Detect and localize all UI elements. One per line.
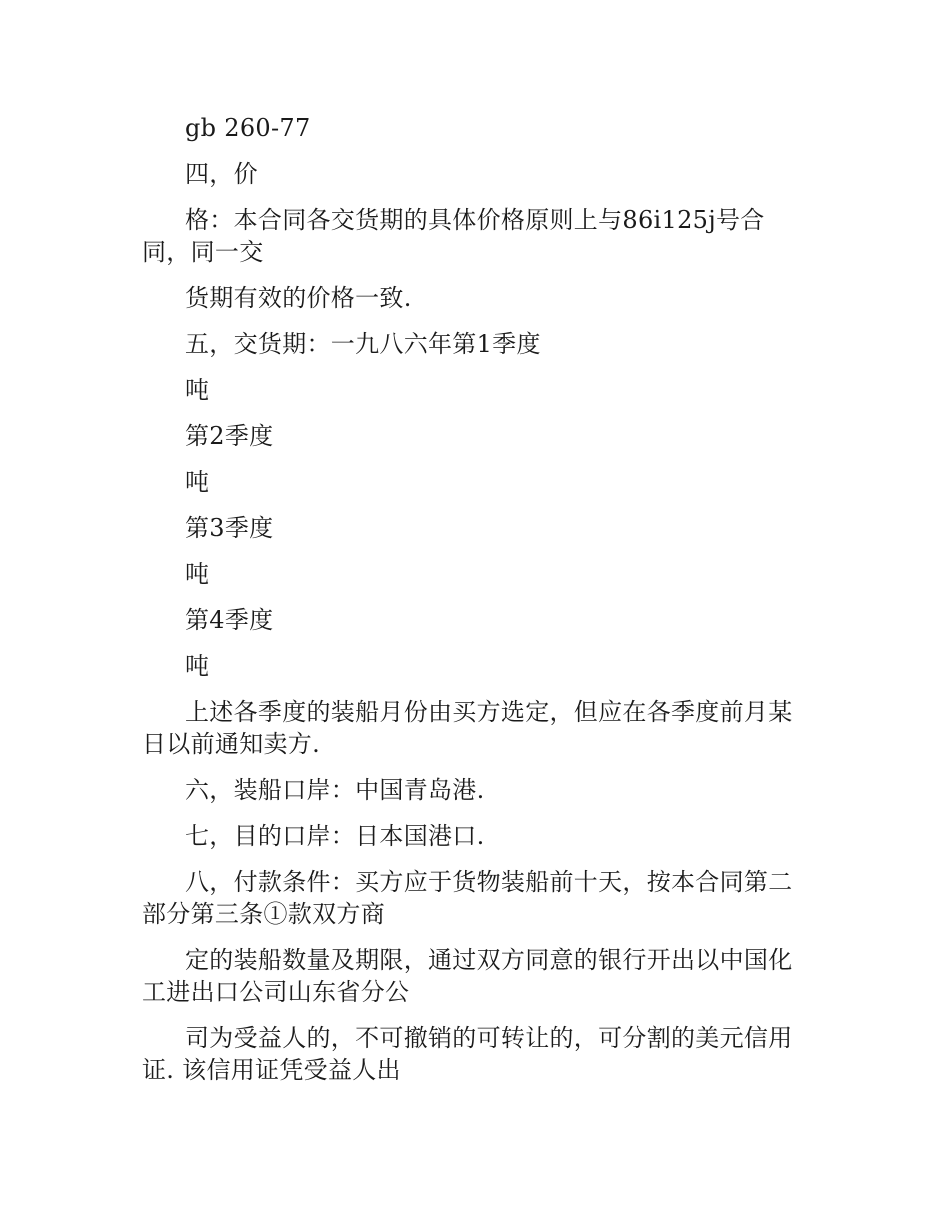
paragraph-quantity-q3: 吨 [185, 560, 210, 588]
paragraph-payment-terms-cont: 定的装船数量及期限，通过双方同意的银行开出以中国化工进出口公司山东省分公 [142, 946, 793, 1006]
paragraph-delivery-period: 五，交货期：一九八六年第1季度 [185, 330, 541, 358]
paragraph-quantity-q4: 吨 [185, 652, 210, 680]
paragraph-loading-port: 六，装船口岸：中国青岛港. [185, 776, 485, 804]
paragraph-quarter-2: 第2季度 [185, 422, 274, 450]
paragraph-quantity-q2: 吨 [185, 468, 210, 496]
paragraph-payment-terms: 八，付款条件：买方应于货物装船前十天，按本合同第二部分第三条①款双方商 [142, 868, 793, 928]
paragraph-quarter-3: 第3季度 [185, 514, 274, 542]
paragraph-price-terms: 格：本合同各交货期的具体价格原则上与86i125j号合同，同一交 [142, 206, 765, 266]
paragraph-shipping-month: 上述各季度的装船月份由买方选定，但应在各季度前月某日以前通知卖方. [142, 698, 793, 758]
paragraph-destination-port: 七，目的口岸：日本国港口. [185, 822, 485, 850]
paragraph-quarter-4: 第4季度 [185, 606, 274, 634]
paragraph-price-terms-cont: 货期有效的价格一致. [185, 284, 412, 312]
document-body [142, 112, 810, 1100]
paragraph-price-heading: 四，价 [185, 160, 258, 188]
paragraph-quantity-q1: 吨 [185, 376, 210, 404]
paragraph-letter-of-credit: 司为受益人的，不可撤销的可转让的，可分割的美元信用证. 该信用证凭受益人出 [142, 1024, 793, 1084]
paragraph-standard-code: gb 260-77 [185, 114, 311, 142]
